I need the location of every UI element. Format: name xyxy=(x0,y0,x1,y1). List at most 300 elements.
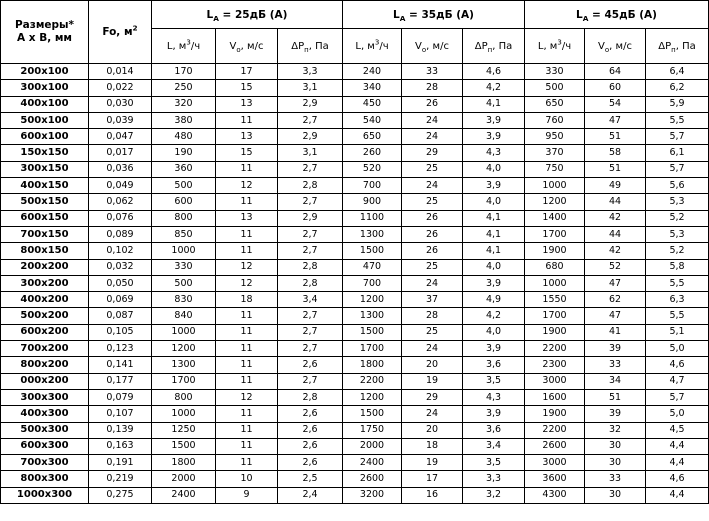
table-cell: 12 xyxy=(216,389,278,405)
table-cell: 0,022 xyxy=(89,80,152,96)
table-cell: 800 xyxy=(152,389,216,405)
table-cell: 0,047 xyxy=(89,129,152,145)
table-cell: 5,5 xyxy=(646,275,709,291)
table-row xyxy=(1,178,709,194)
size-cell: 600x150 xyxy=(1,210,89,226)
table-cell: 2,7 xyxy=(278,324,343,340)
group-prefix: L xyxy=(576,8,583,21)
size-cell: 200x100 xyxy=(1,64,89,80)
table-cell: 950 xyxy=(525,129,585,145)
table-cell: 4,1 xyxy=(463,210,525,226)
table-cell: 1550 xyxy=(525,292,585,308)
table-cell: 24 xyxy=(402,275,463,291)
table-cell: 49 xyxy=(585,178,646,194)
table-cell: 4,0 xyxy=(463,259,525,275)
subheader-airflow xyxy=(343,29,402,64)
pressure-label: ΔP xyxy=(474,40,488,52)
size-cell: 200x200 xyxy=(1,259,89,275)
size-cell: 700x300 xyxy=(1,455,89,471)
table-cell: 11 xyxy=(216,422,278,438)
table-cell: 2,4 xyxy=(278,487,343,503)
table-cell: 6,2 xyxy=(646,80,709,96)
table-cell: 0,069 xyxy=(89,292,152,308)
table-cell: 11 xyxy=(216,373,278,389)
pressure-sub: п xyxy=(671,45,676,54)
size-cell: 600x300 xyxy=(1,438,89,454)
table-cell: 520 xyxy=(343,161,402,177)
table-cell: 0,089 xyxy=(89,226,152,242)
table-cell: 1200 xyxy=(343,292,402,308)
table-cell: 13 xyxy=(216,210,278,226)
table-cell: 4,4 xyxy=(646,455,709,471)
table-cell: 650 xyxy=(525,96,585,112)
table-cell: 0,030 xyxy=(89,96,152,112)
table-cell: 2,6 xyxy=(278,455,343,471)
velocity-unit: , м/с xyxy=(426,40,449,52)
table-cell: 11 xyxy=(216,438,278,454)
table-row xyxy=(1,80,709,96)
table-cell: 18 xyxy=(216,292,278,308)
table-cell: 0,039 xyxy=(89,112,152,128)
table-cell: 840 xyxy=(152,308,216,324)
table-row xyxy=(1,145,709,161)
table-cell: 5,3 xyxy=(646,194,709,210)
table-cell: 24 xyxy=(402,406,463,422)
fo-header-sup: 2 xyxy=(132,23,138,33)
airflow-unit: /ч xyxy=(190,40,201,52)
table-cell: 11 xyxy=(216,357,278,373)
table-cell: 1000 xyxy=(152,324,216,340)
fo-header-label: Fo, м xyxy=(102,26,133,38)
table-row xyxy=(1,275,709,291)
table-cell: 6,4 xyxy=(646,64,709,80)
table-cell: 3600 xyxy=(525,471,585,487)
table-cell: 2400 xyxy=(343,455,402,471)
group-prefix: L xyxy=(393,8,400,21)
table-cell: 4,2 xyxy=(463,80,525,96)
table-cell: 58 xyxy=(585,145,646,161)
velocity-sub: o xyxy=(236,45,241,54)
airflow-label: L, м xyxy=(355,40,375,52)
group-header-35db xyxy=(343,1,525,29)
table-cell: 24 xyxy=(402,112,463,128)
table-cell: 2,8 xyxy=(278,178,343,194)
table-cell: 470 xyxy=(343,259,402,275)
table-cell: 18 xyxy=(402,438,463,454)
table-cell: 4300 xyxy=(525,487,585,503)
table-cell: 12 xyxy=(216,178,278,194)
table-cell: 370 xyxy=(525,145,585,161)
table-cell: 11 xyxy=(216,243,278,259)
table-cell: 2600 xyxy=(525,438,585,454)
table-cell: 0,036 xyxy=(89,161,152,177)
size-cell: 600x200 xyxy=(1,324,89,340)
size-cell: 150x150 xyxy=(1,145,89,161)
table-cell: 42 xyxy=(585,243,646,259)
table-cell: 680 xyxy=(525,259,585,275)
table-cell: 11 xyxy=(216,161,278,177)
table-cell: 28 xyxy=(402,80,463,96)
table-cell: 0,087 xyxy=(89,308,152,324)
table-cell: 1500 xyxy=(343,324,402,340)
table-cell: 3,9 xyxy=(463,275,525,291)
table-cell: 0,139 xyxy=(89,422,152,438)
size-cell: 400x200 xyxy=(1,292,89,308)
table-cell: 1700 xyxy=(525,226,585,242)
table-cell: 380 xyxy=(152,112,216,128)
size-cell: 500x300 xyxy=(1,422,89,438)
table-cell: 44 xyxy=(585,194,646,210)
table-cell: 5,2 xyxy=(646,210,709,226)
table-cell: 3,9 xyxy=(463,178,525,194)
table-cell: 4,6 xyxy=(646,357,709,373)
pressure-sub: п xyxy=(304,45,309,54)
table-cell: 480 xyxy=(152,129,216,145)
table-cell: 26 xyxy=(402,226,463,242)
table-cell: 1700 xyxy=(525,308,585,324)
table-cell: 33 xyxy=(585,357,646,373)
table-cell: 2000 xyxy=(343,438,402,454)
table-row xyxy=(1,357,709,373)
table-cell: 33 xyxy=(585,471,646,487)
table-cell: 4,3 xyxy=(463,145,525,161)
table-cell: 3000 xyxy=(525,373,585,389)
table-cell: 5,0 xyxy=(646,406,709,422)
table-row xyxy=(1,455,709,471)
size-cell: 400x100 xyxy=(1,96,89,112)
table-cell: 25 xyxy=(402,194,463,210)
table-cell: 3,1 xyxy=(278,80,343,96)
table-cell: 51 xyxy=(585,161,646,177)
table-cell: 2200 xyxy=(525,341,585,357)
table-cell: 26 xyxy=(402,96,463,112)
table-cell: 29 xyxy=(402,389,463,405)
table-cell: 4,4 xyxy=(646,487,709,503)
table-row xyxy=(1,210,709,226)
table-cell: 1250 xyxy=(152,422,216,438)
table-cell: 5,6 xyxy=(646,178,709,194)
table-cell: 4,0 xyxy=(463,324,525,340)
table-cell: 830 xyxy=(152,292,216,308)
airflow-unit: /ч xyxy=(561,40,572,52)
subheader-velocity xyxy=(402,29,463,64)
group-prefix: L xyxy=(206,8,214,21)
table-cell: 850 xyxy=(152,226,216,242)
table-row xyxy=(1,341,709,357)
table-cell: 20 xyxy=(402,422,463,438)
table-cell: 1200 xyxy=(152,341,216,357)
pressure-unit: , Па xyxy=(308,40,329,52)
table-cell: 5,2 xyxy=(646,243,709,259)
table-cell: 2,6 xyxy=(278,406,343,422)
table-cell: 44 xyxy=(585,226,646,242)
table-cell: 3,4 xyxy=(278,292,343,308)
table-row xyxy=(1,389,709,405)
table-cell: 1800 xyxy=(343,357,402,373)
table-cell: 11 xyxy=(216,341,278,357)
table-cell: 0,163 xyxy=(89,438,152,454)
table-cell: 1500 xyxy=(343,243,402,259)
table-cell: 0,105 xyxy=(89,324,152,340)
table-row xyxy=(1,373,709,389)
table-cell: 2,6 xyxy=(278,357,343,373)
table-cell: 25 xyxy=(402,324,463,340)
table-cell: 1700 xyxy=(343,341,402,357)
table-cell: 2,7 xyxy=(278,341,343,357)
table-cell: 2,6 xyxy=(278,438,343,454)
table-cell: 800 xyxy=(152,210,216,226)
table-cell: 54 xyxy=(585,96,646,112)
table-cell: 2200 xyxy=(525,422,585,438)
airflow-label: L, м xyxy=(537,40,558,52)
table-cell: 2,9 xyxy=(278,129,343,145)
table-cell: 2,7 xyxy=(278,226,343,242)
table-cell: 170 xyxy=(152,64,216,80)
group-rest: = 35дБ (А) xyxy=(405,8,474,21)
table-cell: 12 xyxy=(216,259,278,275)
table-cell: 2,8 xyxy=(278,389,343,405)
table-cell: 19 xyxy=(402,455,463,471)
table-cell: 3,5 xyxy=(463,455,525,471)
table-cell: 3,5 xyxy=(463,373,525,389)
table-cell: 450 xyxy=(343,96,402,112)
table-cell: 5,5 xyxy=(646,112,709,128)
table-cell: 2200 xyxy=(343,373,402,389)
table-cell: 4,6 xyxy=(463,64,525,80)
table-cell: 1000 xyxy=(525,275,585,291)
table-cell: 4,7 xyxy=(646,373,709,389)
table-cell: 1500 xyxy=(343,406,402,422)
table-cell: 4,5 xyxy=(646,422,709,438)
table-cell: 3,3 xyxy=(278,64,343,80)
table-cell: 20 xyxy=(402,357,463,373)
table-cell: 3,9 xyxy=(463,112,525,128)
table-cell: 0,079 xyxy=(89,389,152,405)
velocity-label: V xyxy=(229,40,237,52)
pressure-label: ΔP xyxy=(658,40,672,52)
table-cell: 600 xyxy=(152,194,216,210)
table-cell: 4,4 xyxy=(646,438,709,454)
table-cell: 1900 xyxy=(525,406,585,422)
table-row xyxy=(1,226,709,242)
table-cell: 33 xyxy=(402,64,463,80)
table-cell: 5,5 xyxy=(646,308,709,324)
table-cell: 5,7 xyxy=(646,129,709,145)
table-cell: 2,7 xyxy=(278,243,343,259)
table-cell: 2,6 xyxy=(278,422,343,438)
airflow-sup: 3 xyxy=(557,38,562,47)
table-cell: 42 xyxy=(585,210,646,226)
table-cell: 650 xyxy=(343,129,402,145)
table-row xyxy=(1,308,709,324)
table-cell: 1100 xyxy=(343,210,402,226)
subheader-pressure-drop xyxy=(463,29,525,64)
table-cell: 5,1 xyxy=(646,324,709,340)
table-cell: 12 xyxy=(216,275,278,291)
table-cell: 0,076 xyxy=(89,210,152,226)
table-cell: 5,8 xyxy=(646,259,709,275)
table-cell: 4,0 xyxy=(463,161,525,177)
table-cell: 360 xyxy=(152,161,216,177)
table-cell: 2,9 xyxy=(278,210,343,226)
table-cell: 330 xyxy=(152,259,216,275)
table-cell: 11 xyxy=(216,226,278,242)
table-cell: 900 xyxy=(343,194,402,210)
table-cell: 25 xyxy=(402,161,463,177)
table-cell: 3,4 xyxy=(463,438,525,454)
table-cell: 750 xyxy=(525,161,585,177)
pressure-unit: , Па xyxy=(492,40,513,52)
size-cell: 800x200 xyxy=(1,357,89,373)
size-cell: 500x150 xyxy=(1,194,89,210)
table-row xyxy=(1,471,709,487)
table-cell: 1200 xyxy=(525,194,585,210)
table-header xyxy=(1,1,709,64)
table-cell: 3,1 xyxy=(278,145,343,161)
table-cell: 700 xyxy=(343,275,402,291)
table-cell: 30 xyxy=(585,438,646,454)
table-cell: 1700 xyxy=(152,373,216,389)
table-cell: 2000 xyxy=(152,471,216,487)
table-cell: 340 xyxy=(343,80,402,96)
table-cell: 1000 xyxy=(152,406,216,422)
size-header-line2: А х В, мм xyxy=(16,32,73,44)
size-cell: 300x200 xyxy=(1,275,89,291)
airflow-sup: 3 xyxy=(186,38,191,47)
table-cell: 26 xyxy=(402,210,463,226)
table-row xyxy=(1,487,709,503)
subheader-airflow xyxy=(525,29,585,64)
table-cell: 2300 xyxy=(525,357,585,373)
pressure-unit: , Па xyxy=(675,40,696,52)
table-cell: 2,7 xyxy=(278,194,343,210)
table-cell: 2,7 xyxy=(278,308,343,324)
table-cell: 330 xyxy=(525,64,585,80)
table-cell: 5,0 xyxy=(646,341,709,357)
table-row xyxy=(1,406,709,422)
table-cell: 3,2 xyxy=(463,487,525,503)
table-cell: 4,1 xyxy=(463,226,525,242)
table-cell: 1300 xyxy=(152,357,216,373)
velocity-sub: o xyxy=(604,45,610,54)
table-cell: 0,017 xyxy=(89,145,152,161)
table-cell: 24 xyxy=(402,341,463,357)
table-cell: 2,7 xyxy=(278,373,343,389)
table-cell: 24 xyxy=(402,129,463,145)
table-cell: 3200 xyxy=(343,487,402,503)
table-cell: 30 xyxy=(585,455,646,471)
size-cell: 800x300 xyxy=(1,471,89,487)
subheader-velocity xyxy=(216,29,278,64)
table-cell: 34 xyxy=(585,373,646,389)
header-row-groups xyxy=(1,1,709,29)
table-row xyxy=(1,422,709,438)
table-cell: 3,9 xyxy=(463,341,525,357)
table-cell: 17 xyxy=(216,64,278,80)
table-cell: 1000 xyxy=(525,178,585,194)
table-cell: 39 xyxy=(585,406,646,422)
table-cell: 260 xyxy=(343,145,402,161)
velocity-label: V xyxy=(598,40,605,52)
table-cell: 1500 xyxy=(152,438,216,454)
table-cell: 1800 xyxy=(152,455,216,471)
subheader-airflow xyxy=(152,29,216,64)
table-cell: 28 xyxy=(402,308,463,324)
table-cell: 24 xyxy=(402,178,463,194)
table-cell: 25 xyxy=(402,259,463,275)
subheader-pressure-drop xyxy=(646,29,709,64)
table-cell: 11 xyxy=(216,324,278,340)
group-header-45db xyxy=(525,1,709,29)
table-cell: 0,050 xyxy=(89,275,152,291)
table-cell: 0,032 xyxy=(89,259,152,275)
size-cell: 500x100 xyxy=(1,112,89,128)
size-cell: 500x200 xyxy=(1,308,89,324)
velocity-label: V xyxy=(415,40,422,52)
table-cell: 0,275 xyxy=(89,487,152,503)
table-cell: 4,6 xyxy=(646,471,709,487)
table-cell: 30 xyxy=(585,487,646,503)
table-cell: 3,3 xyxy=(463,471,525,487)
table-cell: 5,9 xyxy=(646,96,709,112)
table-cell: 64 xyxy=(585,64,646,80)
table-cell: 0,062 xyxy=(89,194,152,210)
size-cell: 400x300 xyxy=(1,406,89,422)
table-cell: 2600 xyxy=(343,471,402,487)
table-cell: 1750 xyxy=(343,422,402,438)
table-cell: 37 xyxy=(402,292,463,308)
table-row xyxy=(1,259,709,275)
subheader-pressure-drop xyxy=(278,29,343,64)
size-column-header xyxy=(1,1,89,64)
size-cell: 800x150 xyxy=(1,243,89,259)
table-cell: 1400 xyxy=(525,210,585,226)
table-cell: 2,8 xyxy=(278,259,343,275)
table-cell: 320 xyxy=(152,96,216,112)
airflow-label: L, м xyxy=(166,40,187,52)
table-cell: 250 xyxy=(152,80,216,96)
table-cell: 3,9 xyxy=(463,129,525,145)
table-cell: 11 xyxy=(216,194,278,210)
table-cell: 19 xyxy=(402,373,463,389)
table-cell: 17 xyxy=(402,471,463,487)
table-cell: 1300 xyxy=(343,226,402,242)
table-cell: 2,9 xyxy=(278,96,343,112)
table-cell: 4,1 xyxy=(463,243,525,259)
table-cell: 540 xyxy=(343,112,402,128)
table-cell: 52 xyxy=(585,259,646,275)
size-cell: 400x150 xyxy=(1,178,89,194)
table-cell: 500 xyxy=(152,275,216,291)
group-sub: A xyxy=(582,13,589,23)
table-cell: 15 xyxy=(216,80,278,96)
airflow-unit: /ч xyxy=(379,40,389,52)
table-row xyxy=(1,96,709,112)
table-row xyxy=(1,161,709,177)
size-cell: 1000x300 xyxy=(1,487,89,503)
subheader-velocity xyxy=(585,29,646,64)
size-cell: 300x150 xyxy=(1,161,89,177)
group-sub: A xyxy=(213,13,219,23)
table-row xyxy=(1,64,709,80)
table-cell: 3,9 xyxy=(463,406,525,422)
table-cell: 760 xyxy=(525,112,585,128)
velocity-unit: , м/с xyxy=(240,40,264,52)
table-row xyxy=(1,243,709,259)
table-cell: 190 xyxy=(152,145,216,161)
table-cell: 11 xyxy=(216,112,278,128)
table-cell: 11 xyxy=(216,455,278,471)
